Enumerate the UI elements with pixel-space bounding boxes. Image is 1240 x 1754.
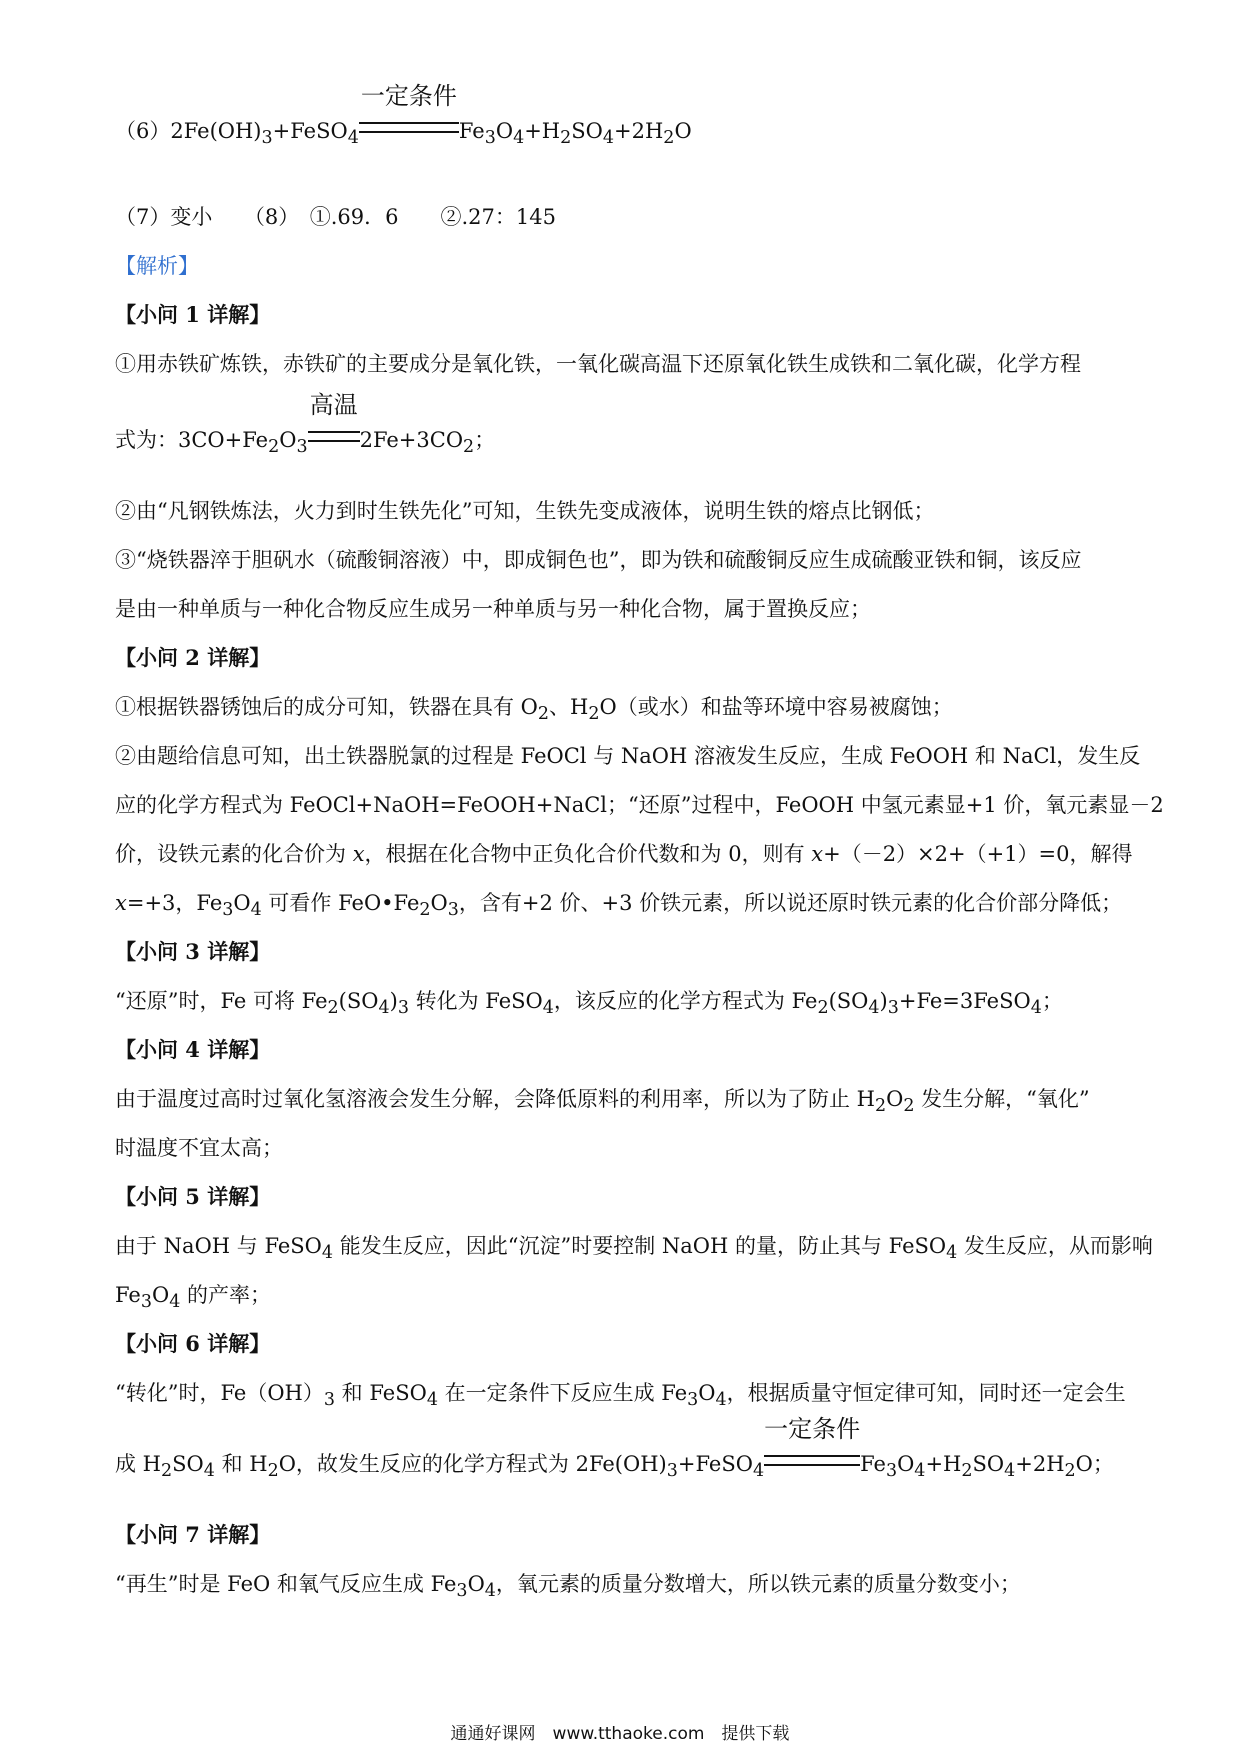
paragraph-line: ②由“凡钢铁炼法，火力到时生铁先化”可知，生铁先变成液体，说明生铁的熔点比钢低； xyxy=(115,499,935,523)
section-heading-4: 【小问 4 详解】 xyxy=(115,1037,271,1062)
section-heading-2: 【小问 2 详解】 xyxy=(115,645,271,670)
paragraph-line: “再生”时是 FeO 和氧气反应生成 $Fe_3O_4$，氧元素的质量分数增大，所以铁元素的质量分数变小； xyxy=(115,1572,1021,1602)
section-heading-3: 【小问 3 详解】 xyxy=(115,939,271,964)
paragraph-line: “还原”时，Fe 可将 $Fe_2(SO_4)_3$ 转化为 FeSO$_4$，该反应的化学方程式为 $Fe_2(SO_4)_3+Fe=3FeSO_4$； xyxy=(115,989,1063,1019)
paragraph-line: 价，设铁元素的化合价为 x，根据在化合物中正负化合价代数和为 0，则有 x+（－2）×2+（+1）=0，解得 xyxy=(115,842,1133,866)
answer-6-equation: $(6)2Fe(OH)_3+FeSO_4$ 一定条件 $Fe_3O_4+H_2SO_4+2H_2O$ xyxy=(115,82,692,149)
section-heading-1: 【小问 1 详解】 xyxy=(115,302,271,327)
reaction-condition: 一定条件 xyxy=(764,1449,860,1479)
section-heading-6: 【小问 6 详解】 xyxy=(115,1331,271,1356)
paragraph-line: ①根据铁器锈蚀后的成分可知，铁器在具有 $O_2$、$H_2O$（或水）和盐等环境中容易被腐蚀； xyxy=(115,695,953,725)
equation-line: 式为：$3CO+Fe_2O_3$ 高温 $2Fe+3CO_2$； xyxy=(115,391,496,458)
paragraph-line: 时温度不宜太高； xyxy=(115,1136,283,1160)
paragraph-line: ③“烧铁器淬于胆矾水（硫酸铜溶液）中，即成铜色也”，即为铁和硫酸铜反应生成硫酸亚铁和铜，该反应 xyxy=(115,548,1082,572)
section-heading-5: 【小问 5 详解】 xyxy=(115,1184,271,1209)
equals-bar xyxy=(308,431,360,442)
equals-bar xyxy=(359,122,459,133)
paragraph-line: 是由一种单质与一种化合物反应生成另一种单质与另一种化合物，属于置换反应； xyxy=(115,597,871,621)
equation-line: 成 $H_2SO_4$ 和 $H_2O$，故发生反应的化学方程式为 $2Fe(OH)_3+FeSO_4$ 一定条件 $Fe_3O_4+H_2SO_4+2H_2O$； xyxy=(115,1415,1114,1482)
answer-7-8: （7）变小 （8） ①.69．6 ②.27：145 xyxy=(115,205,556,229)
paragraph-line: 应的化学方程式为 FeOCl+NaOH=FeOOH+NaCl；“还原”过程中，FeOOH 中氢元素显+1 价，氧元素显－2 xyxy=(115,793,1164,817)
analysis-heading: 【解析】 xyxy=(115,254,199,278)
paragraph-line: “转化”时，$Fe(OH)_3$ 和 FeSO$_4$ 在一定条件下反应生成 $Fe_3O_4$，根据质量守恒定律可知，同时还一定会生 xyxy=(115,1381,1126,1411)
equals-bar xyxy=(764,1455,860,1466)
paragraph-line: 由于温度过高时过氧化氢溶液会发生分解，会降低原料的利用率，所以为了防止 $H_2O_2$ 发生分解，“氧化” xyxy=(115,1087,1090,1117)
paragraph-line: x=+3，$Fe_3O_4$ 可看作 $FeO•Fe_2O_3$，含有+2 价、+3 价铁元素，所以说还原时铁元素的化合价部分降低； xyxy=(115,891,1123,921)
reaction-condition: 一定条件 xyxy=(359,116,459,146)
page-footer: 通通好课网 www.tthaoke.com 提供下载 xyxy=(450,1724,790,1744)
paragraph-line: ②由题给信息可知，出土铁器脱氯的过程是 FeOCl 与 NaOH 溶液发生反应，生成 FeOOH 和 NaCl，发生反 xyxy=(115,744,1141,768)
reaction-condition: 高温 xyxy=(308,425,360,455)
paragraph-line: 由于 NaOH 与 FeSO$_4$ 能发生反应，因此“沉淀”时要控制 NaOH 的量，防止其与 FeSO$_4$ 发生反应，从而影响 xyxy=(115,1234,1153,1264)
section-heading-7: 【小问 7 详解】 xyxy=(115,1522,271,1547)
paragraph-line: $Fe_3O_4$ 的产率； xyxy=(115,1283,272,1313)
paragraph-line: ①用赤铁矿炼铁，赤铁矿的主要成分是氧化铁，一氧化碳高温下还原氧化铁生成铁和二氧化碳，化学方程 xyxy=(115,352,1081,376)
